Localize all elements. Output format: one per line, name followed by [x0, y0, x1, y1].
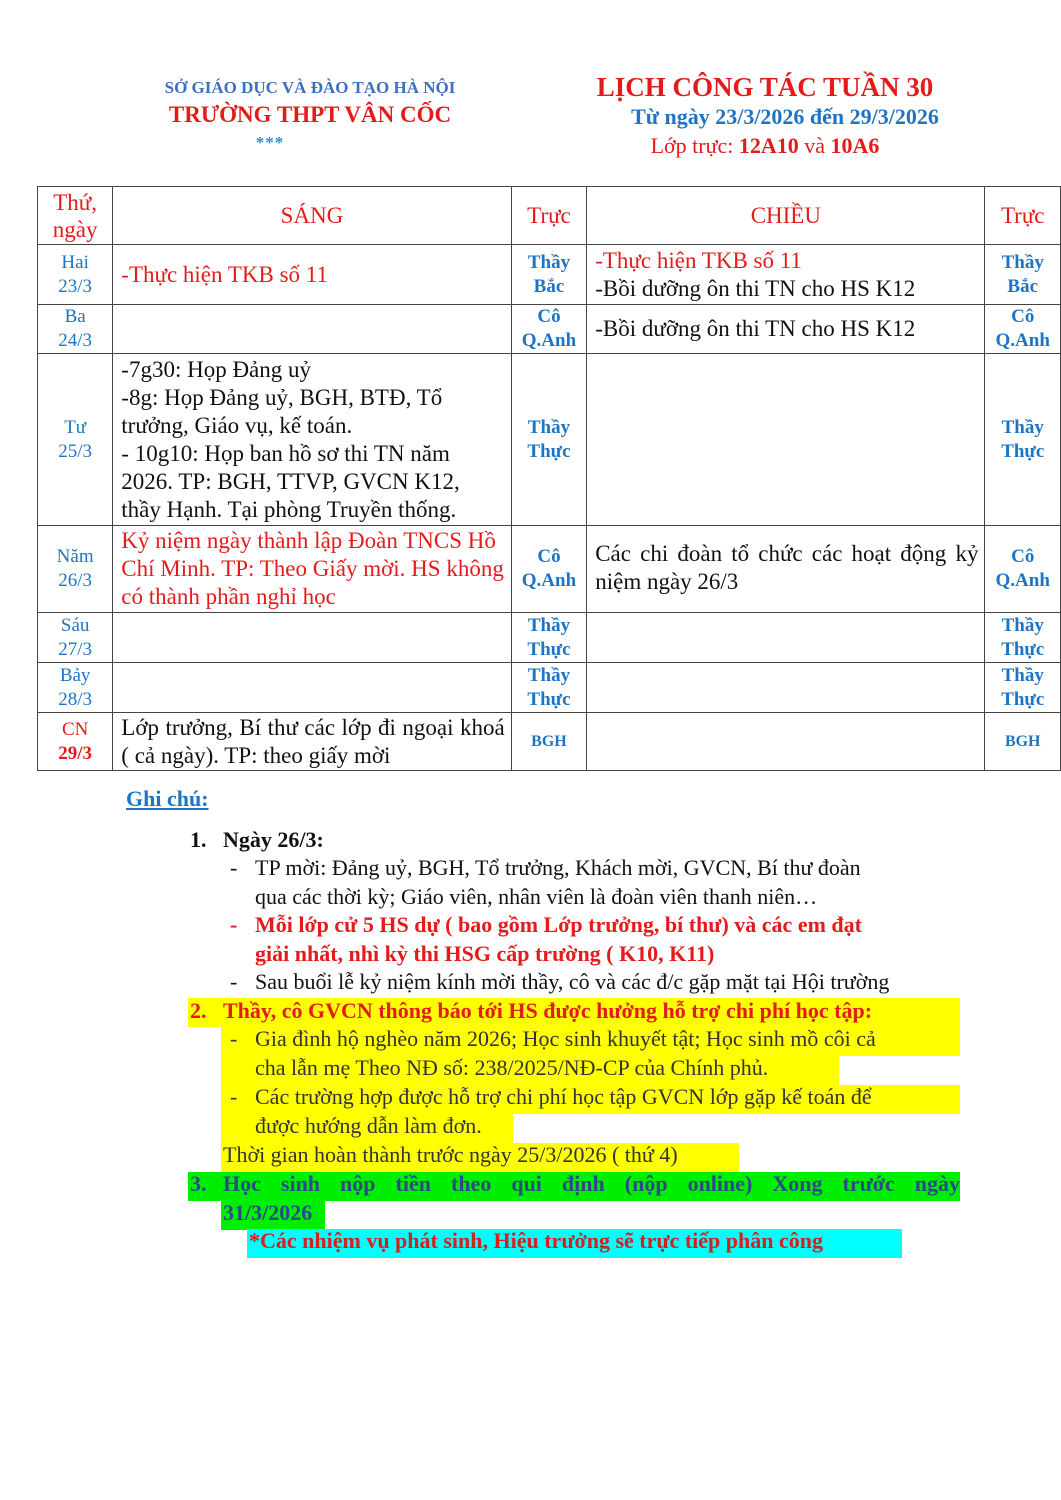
morning-cell: [113, 663, 511, 713]
note-1-bullet-2-line-1: Mỗi lớp cử 5 HS dự ( bao gồm Lớp trưởng, bí thư) và các em đạt: [255, 912, 862, 937]
note-2-deadline: Thời gian hoàn thành trước ngày 25/3/2026 ( thứ 4): [223, 1142, 678, 1167]
note-3-line-2: 31/3/2026: [223, 1200, 313, 1225]
day-date: 23/3: [58, 275, 93, 297]
duty-line: Thầy: [527, 614, 571, 636]
duty-line: BGH: [531, 732, 567, 750]
note-2-bullet-2-line-2: được hướng dẫn làm đơn.: [255, 1113, 482, 1138]
day-cell: [38, 713, 113, 771]
afternoon-cell: [587, 354, 985, 526]
table-row: [38, 663, 1061, 713]
header-morning: SÁNG: [113, 187, 511, 245]
duty-line: Thầy: [527, 664, 571, 686]
date-range: Từ ngày 23/3/2026 đến 29/3/2026: [631, 104, 939, 129]
day-date: 26/3: [58, 570, 93, 591]
day-date: 25/3: [58, 440, 93, 462]
morning-duty-cell: [511, 526, 587, 613]
afternoon-item: -Thực hiện TKB số 11: [595, 247, 802, 273]
day-date: 28/3: [58, 688, 93, 710]
day-date: 24/3: [58, 330, 93, 351]
header-day: [38, 187, 113, 245]
header-stars: ***: [255, 133, 285, 152]
morning-duty-cell: [511, 713, 587, 771]
day-date: 29/3: [58, 742, 93, 764]
afternoon-duty-cell: [985, 354, 1061, 526]
table-row: [38, 526, 1061, 613]
table-row: [38, 305, 1061, 354]
table-row: [38, 713, 1061, 771]
table-header-row: [38, 187, 1061, 245]
day-name: Ba: [64, 306, 86, 327]
header-day-line2: ngày: [52, 216, 98, 242]
duty-line: Thực: [1001, 688, 1045, 710]
afternoon-duty-cell: [985, 305, 1061, 354]
duty-line: Thầy: [1001, 251, 1044, 273]
day-cell: [38, 663, 113, 713]
morning-item: Lớp trưởng, Bí thư các lớp đi ngoại khoá ( cả ngày). TP: theo giấy mời: [121, 714, 505, 768]
duty-classes: [560, 133, 970, 159]
day-cell: [38, 354, 113, 526]
duty-line: Thầy: [1001, 614, 1044, 636]
day-name: Tư: [64, 416, 87, 438]
afternoon-item: -Bồi dưỡng ôn thi TN cho HS K12: [595, 275, 916, 301]
duty-line: Thầy: [527, 416, 571, 438]
duty-line: Q.Anh: [995, 570, 1050, 591]
morning-item: - 10g10: Họp ban hồ sơ thi TN năm 2026. TP: BGH, TTVP, GVCN K12, thầy Hạnh. Tại phòng Truyền thống.: [121, 440, 460, 522]
morning-item: -Thực hiện TKB số 11: [121, 261, 328, 287]
duty-line: Thực: [1001, 638, 1045, 660]
day-name: CN: [61, 718, 89, 740]
note-1-bullet-2-line-2: giải nhất, nhì kỳ thi HSG cấp trường ( K10, K11): [255, 941, 715, 966]
dash-marker: -: [230, 1026, 238, 1051]
morning-duty-cell: [511, 245, 587, 305]
morning-duty-cell: [511, 354, 587, 526]
duty-line: Q.Anh: [521, 570, 577, 591]
footer-note: *Các nhiệm vụ phát sinh, Hiệu trưởng sẽ trực tiếp phân công: [249, 1228, 823, 1253]
afternoon-duty-cell: [985, 713, 1061, 771]
duty-line: Thực: [527, 688, 571, 710]
header-afternoon-duty: Trực: [985, 187, 1061, 245]
duty-line: Bắc: [1007, 275, 1039, 297]
morning-duty-cell: [511, 305, 587, 354]
day-name: Sáu: [60, 614, 90, 636]
note-1-bullet-1-line-1: TP mời: Đảng uỷ, BGH, Tổ trưởng, Khách mời, GVCN, Bí thư đoàn: [255, 855, 861, 880]
duty-line: Cô: [537, 306, 561, 327]
header-afternoon: CHIỀU: [587, 187, 985, 245]
morning-cell: [113, 354, 511, 526]
duty-line: Bắc: [533, 275, 565, 297]
note-3-line-1: Học sinh nộp tiền theo qui định (nộp online) Xong trước ngày: [223, 1171, 960, 1196]
afternoon-duty-cell: [985, 613, 1061, 663]
afternoon-item: -Bồi dưỡng ôn thi TN cho HS K12: [595, 316, 916, 341]
morning-cell: [113, 713, 511, 771]
duty-class-label: Lớp trực:: [650, 133, 739, 158]
note-2-bullet-1-line-2: cha lẫn mẹ Theo NĐ số: 238/2025/NĐ-CP của Chính phủ.: [255, 1055, 769, 1080]
afternoon-cell: [587, 526, 985, 613]
dash-marker: -: [230, 969, 238, 994]
duty-class-1: 12A10: [738, 133, 799, 158]
dash-marker: -: [230, 912, 238, 937]
department-name: SỞ GIÁO DỤC VÀ ĐÀO TẠO HÀ NỘI: [164, 78, 456, 97]
school-name: TRƯỜNG THPT VÂN CỐC: [168, 102, 452, 127]
duty-line: BGH: [1004, 732, 1041, 750]
afternoon-cell: [587, 663, 985, 713]
note-3-number: 3.: [190, 1171, 207, 1196]
day-name: Bảy: [59, 664, 91, 686]
duty-line: Cô: [537, 546, 561, 567]
duty-line: Q.Anh: [521, 330, 577, 351]
duty-line: Cô: [1011, 546, 1035, 567]
note-1-bullet-3: Sau buổi lễ kỷ niệm kính mời thầy, cô và các đ/c gặp mặt tại Hội trường: [255, 969, 890, 994]
morning-cell: [113, 613, 511, 663]
day-date: 27/3: [58, 638, 93, 660]
duty-class-and: và: [798, 133, 831, 158]
duty-line: Thầy: [1001, 664, 1044, 686]
duty-line: Thực: [1001, 440, 1045, 462]
afternoon-duty-cell: [985, 663, 1061, 713]
table-row: [38, 245, 1061, 305]
morning-duty-cell: [511, 663, 587, 713]
morning-duty-cell: [511, 613, 587, 663]
note-2-heading: Thầy, cô GVCN thông báo tới HS được hưởng hỗ trợ chi phí học tập:: [223, 998, 873, 1023]
morning-item: -8g: Họp Đảng uỷ, BGH, BTĐ, Tổ trưởng, Giáo vụ, kế toán.: [121, 384, 443, 438]
morning-cell: [113, 305, 511, 354]
note-1-number: 1.: [190, 827, 207, 852]
morning-item: -7g30: Họp Đảng uỷ: [121, 356, 312, 382]
day-cell: [38, 526, 113, 613]
duty-line: Thầy: [1001, 416, 1044, 438]
note-2-bullet-2-line-1: Các trường hợp được hỗ trợ chi phí học tập GVCN lớp gặp kế toán để: [255, 1084, 872, 1109]
table-row: [38, 354, 1061, 526]
duty-line: Q.Anh: [995, 330, 1050, 351]
afternoon-duty-cell: [985, 526, 1061, 613]
note-1-bullet-1-line-2: qua các thời kỳ; Giáo viên, nhân viên là đoàn viên thanh niên…: [255, 884, 818, 909]
day-name: Hai: [61, 251, 89, 273]
day-name: Năm: [56, 546, 94, 567]
duty-line: Cô: [1011, 306, 1035, 327]
note-1-heading: Ngày 26/3:: [223, 827, 324, 852]
morning-item: Kỷ niệm ngày thành lập Đoàn TNCS Hồ Chí Minh. TP: Theo Giấy mời. HS không có thành phần nghỉ học: [121, 528, 504, 609]
afternoon-cell: [587, 305, 985, 354]
duty-class-2: 10A6: [830, 133, 880, 158]
afternoon-cell: [587, 713, 985, 771]
dash-marker: -: [230, 855, 238, 880]
note-2-bullet-1-line-1: Gia đình hộ nghèo năm 2026; Học sinh khuyết tật; Học sinh mồ côi cả: [255, 1026, 876, 1051]
document-title: LỊCH CÔNG TÁC TUẦN 30: [596, 72, 934, 102]
table-row: [38, 613, 1061, 663]
day-cell: [38, 613, 113, 663]
duty-line: Thầy: [527, 251, 571, 273]
header-day-line1: Thứ,: [53, 189, 98, 215]
schedule-table: [37, 186, 1061, 771]
afternoon-cell: [587, 613, 985, 663]
morning-cell: [113, 526, 511, 613]
afternoon-duty-cell: [985, 245, 1061, 305]
duty-line: Thực: [527, 440, 571, 462]
header-morning-duty: Trực: [511, 187, 587, 245]
notes-title: Ghi chú:: [126, 786, 209, 811]
note-2-number: 2.: [190, 998, 207, 1023]
dash-marker: -: [230, 1084, 238, 1109]
day-cell: [38, 305, 113, 354]
afternoon-item: Các chi đoàn tổ chức các hoạt động kỷ niệm ngày 26/3: [595, 541, 979, 594]
morning-cell: [113, 245, 511, 305]
duty-line: Thực: [527, 638, 571, 660]
day-cell: [38, 245, 113, 305]
afternoon-cell: [587, 245, 985, 305]
